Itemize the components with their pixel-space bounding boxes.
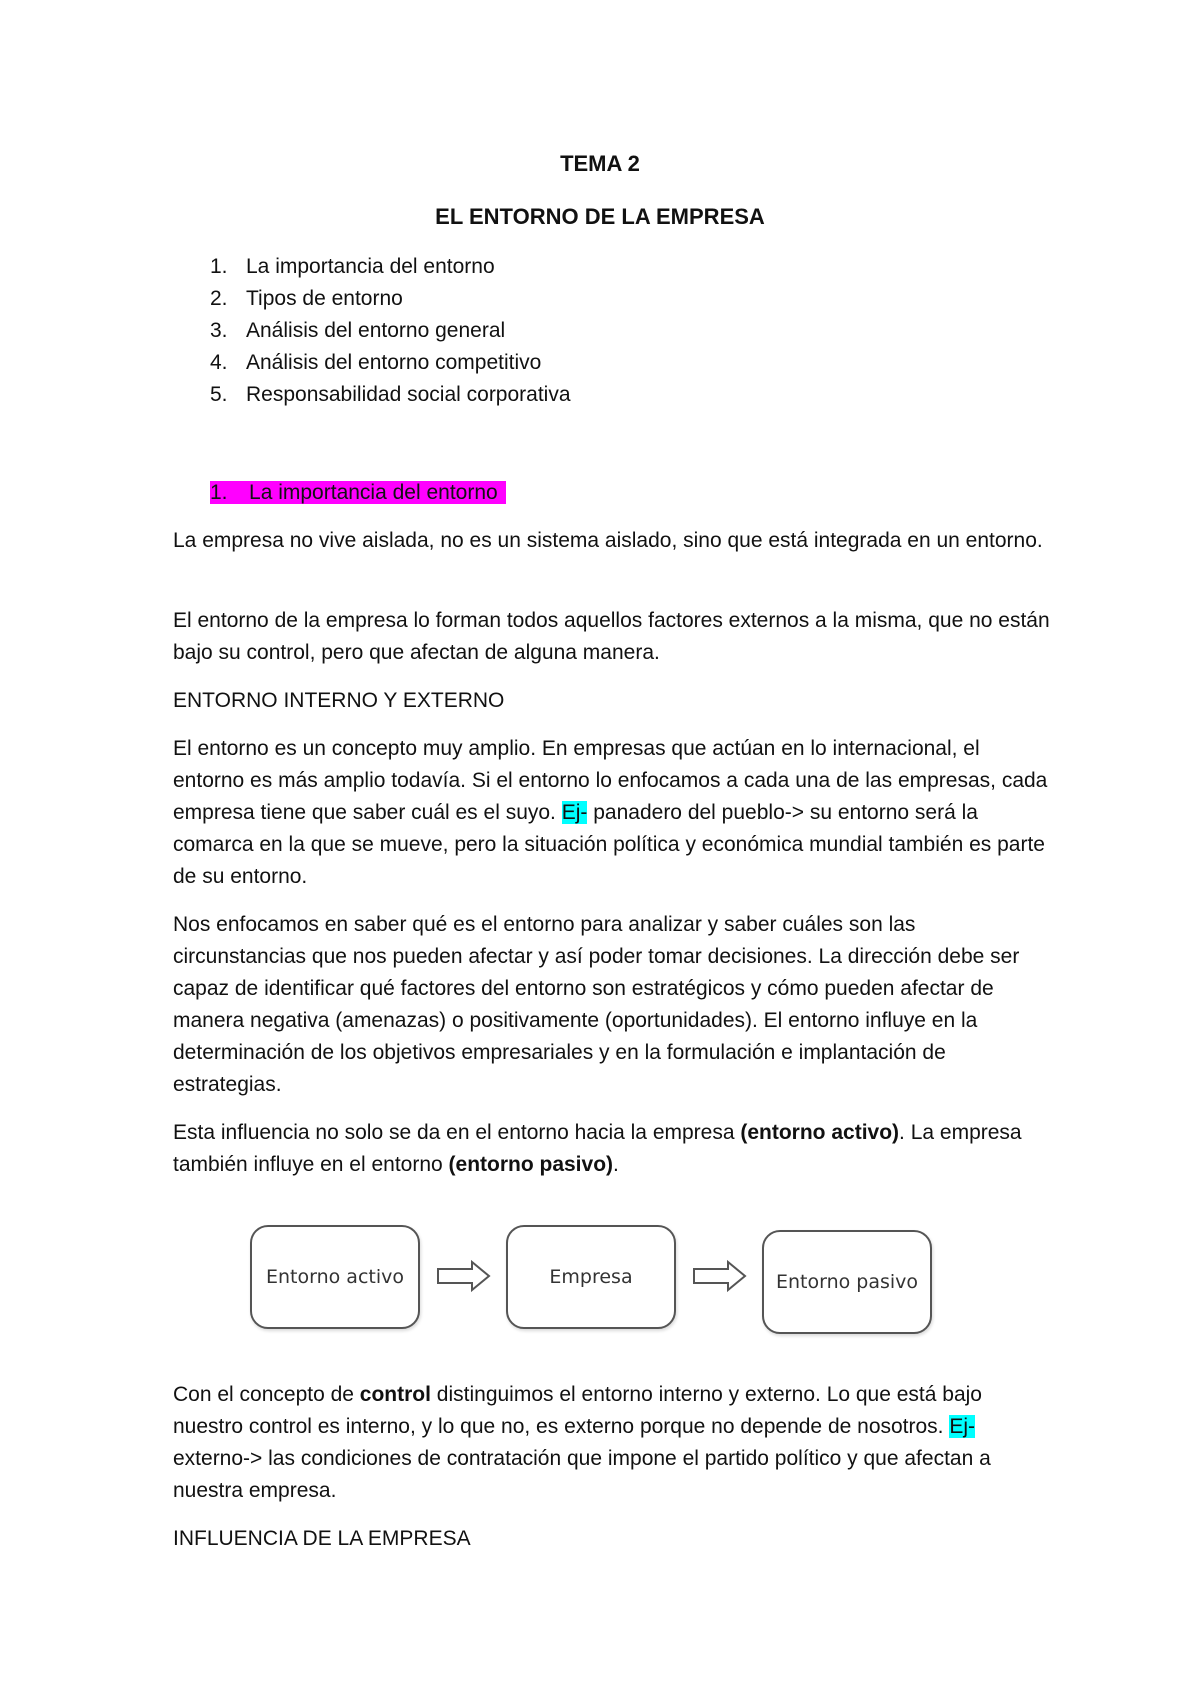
- table-of-contents: [210, 251, 571, 411]
- example-tag: Ej-: [949, 1415, 976, 1438]
- section-subheading: ENTORNO INTERNO Y EXTERNO: [173, 689, 505, 712]
- paragraph: El entorno es un concepto muy amplio. En empresas que actúan en lo internacional, el entorno es más amplio todavía. Si el entorno lo enfocamos a cada una de las empresas, cada empresa tiene que saber cuál es el suyo. Ej- panadero del pueblo-> su entorno será la comarca en la que se mueve, pero la situación política y económica mundial también es parte de su entorno.: [173, 737, 1048, 888]
- toc-item: 2. Tipos de entorno: [210, 287, 403, 310]
- section-subheading: INFLUENCIA DE LA EMPRESA: [173, 1527, 471, 1550]
- right-arrow-icon: [692, 1259, 748, 1293]
- toc-item: 1. La importancia del entorno: [210, 255, 495, 278]
- toc-item: 4. Análisis del entorno competitivo: [210, 351, 542, 374]
- paragraph: Con el concepto de control distinguimos el entorno interno y externo. Lo que está bajo nuestro control es interno, y lo que no, es externo porque no depende de nosotros. Ej- externo-> las condiciones de contratación que impone el partido político y que afectan a nuestra empresa.: [173, 1383, 991, 1502]
- diagram-box-entorno-pasivo: Entorno pasivo: [762, 1230, 932, 1334]
- diagram-box-entorno-activo: Entorno activo: [250, 1225, 420, 1329]
- diagram-box-empresa: Empresa: [506, 1225, 676, 1329]
- page-title: TEMA 2: [560, 151, 640, 176]
- page-subtitle: EL ENTORNO DE LA EMPRESA: [435, 204, 765, 229]
- section-heading-importancia: 1. La importancia del entorno: [210, 477, 506, 509]
- paragraph: La empresa no vive aislada, no es un sistema aislado, sino que está integrada en un entorno.: [173, 529, 1043, 552]
- paragraph: El entorno de la empresa lo forman todos aquellos factores externos a la misma, que no están bajo su control, pero que afectan de alguna manera.: [173, 609, 1050, 664]
- paragraph: Nos enfocamos en saber qué es el entorno para analizar y saber cuáles son las circunstancias que nos pueden afectar y así poder tomar decisiones. La dirección debe ser capaz de identificar qué factores del entorno son estratégicos y cómo pueden afectar de manera negativa (amenazas) o positivamente (oportunidades). El entorno influye en la determinación de los objetivos empresariales y en la formulación e implantación de estrategias.: [173, 913, 1020, 1096]
- toc-item: 5. Responsabilidad social corporativa: [210, 383, 571, 406]
- example-tag: Ej-: [561, 801, 588, 824]
- paragraph: Esta influencia no solo se da en el entorno hacia la empresa (entorno activo). La empresa también influye en el entorno (entorno pasivo).: [173, 1121, 1022, 1176]
- right-arrow-icon: [436, 1259, 492, 1293]
- entorno-flow-diagram: [250, 1225, 940, 1345]
- toc-item: 3. Análisis del entorno general: [210, 319, 506, 342]
